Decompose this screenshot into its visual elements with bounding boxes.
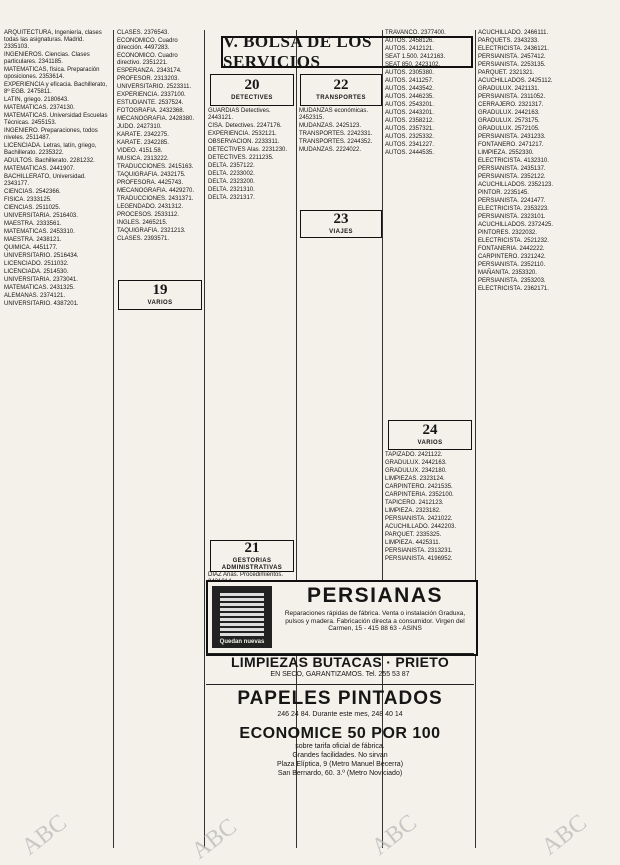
watermark-abc: ABC <box>16 809 72 861</box>
classified-ad: LEGENDADO. 2431312. <box>117 204 184 210</box>
ad-address-line: Grandes facilidades. No sirvan <box>292 752 388 759</box>
classified-ad: ACUCHILLADO. 2466111. <box>478 30 549 36</box>
classified-ad: GRADULUX. 2421131. <box>478 86 540 92</box>
classified-ad: PARQUET. 2321321. <box>478 70 535 76</box>
classifieds-column-4b <box>299 240 379 575</box>
classified-ad: TAPIZADO. 2421122. <box>385 452 443 458</box>
classified-ad: PERSIANISTA. 2311052. <box>478 94 546 100</box>
classified-ad: MATEMATICAS. 2453310. <box>4 229 75 235</box>
classified-ad: TRADUCCIONES. 2415163. <box>117 164 194 170</box>
classified-ad: ELECTRICISTA. 4132310. <box>478 158 549 164</box>
classified-ad: EXPERIENCIA. 2532121. <box>208 131 277 137</box>
classified-ad: PERSIANISTA. 2352110. <box>478 262 546 268</box>
papeles-ad-headline: PAPELES PINTADOS <box>237 688 443 709</box>
classified-ad: FONTANERO. 2471217. <box>478 142 544 148</box>
classified-ad: ECONOMICO. Cuadro directivo. 2351221. <box>117 53 178 66</box>
classified-ad: CISA. Detectives. 2247176. <box>208 123 282 129</box>
classified-ad: GRADULUX. 2342180. <box>385 468 447 474</box>
classified-ad: ELECTRICISTA. 2362171. <box>478 286 549 292</box>
classified-ad: UNIVERSITARIO. 2516434. <box>4 253 79 259</box>
classified-ad: PERSIANISTA. 2253135. <box>478 62 546 68</box>
section-title: TRANSPORTES <box>316 95 366 101</box>
classified-ad: MAÑANITA. 2353320. <box>478 270 537 276</box>
classified-ad: SEAT 850. 2423102. <box>385 62 441 68</box>
classified-ad: PERSIANISTA. 2323101. <box>478 214 546 220</box>
classified-ad: MECANOGRAFIA. 2428380. <box>117 116 195 122</box>
classifieds-column-5 <box>385 30 472 415</box>
classified-ad: PERSIANISTA. 4196952. <box>385 556 453 562</box>
section-title: VARIOS <box>417 440 443 446</box>
classifieds-column-4 <box>299 108 379 208</box>
classified-ad: DETECTIVES Alas. 2231230. <box>208 147 288 153</box>
classified-ad: MATEMATICAS. 2441907. <box>4 166 75 172</box>
classified-ad: ACUCHILLADOS. 2425112. <box>478 78 553 84</box>
section-number: 21 <box>244 539 260 556</box>
classified-ad: UNIVERSITARIO. 4387201. <box>4 301 79 307</box>
classified-ad: JUDO. 2427310. <box>117 124 162 130</box>
classified-ad: MAESTRA. 2438121. <box>4 237 62 243</box>
classified-ad: ELECTRICISTA. 2353223. <box>478 206 549 212</box>
classified-ad: PERSIANISTA. 2421022. <box>385 516 453 522</box>
ad-address-line: Plaza Elíptica, 9 (Metro Manuel Becerra) <box>276 761 404 768</box>
classified-ad: AUTOS. 2443542. <box>385 86 434 92</box>
classifieds-column-3b <box>208 572 294 580</box>
classified-ad: INGENIERO. Preparaciones, todos niveles. 2511487. <box>4 128 98 141</box>
classified-ad: TRANSPORTES. 2244352. <box>299 139 373 145</box>
classified-ad: FOTOGRAFIA. 2432368. <box>117 108 185 114</box>
section-24-varios <box>388 420 472 450</box>
limpiezas-ad-subtitle: EN SECO, GARANTIZAMOS. Tel. 255 53 87 <box>270 671 410 678</box>
classified-ad: AUTOS. 2305380. <box>385 70 434 76</box>
classified-ad: MUDANZAS. 2425123. <box>299 123 362 129</box>
classified-ad: DELTA. 2233002. <box>208 171 255 177</box>
classified-ad: PINTORES. 2322032. <box>478 230 537 236</box>
classified-ad: AUTOS. 2325332. <box>385 134 434 140</box>
classified-ad: DELTA. 2321317. <box>208 195 255 201</box>
classified-ad: LIMPIEZA. 4425311. <box>385 540 441 546</box>
blinds-illustration <box>212 586 272 648</box>
classified-ad: AUTOS. 2458126. <box>385 38 434 44</box>
classified-ad: MUDANZAS económicas. 2452315. <box>299 108 369 121</box>
classified-ad: CIENCIAS. 2511025. <box>4 205 61 211</box>
classified-ad: UNIVERSITARIA. 2516403. <box>4 213 78 219</box>
classified-ad: CLASES. 2393571. <box>117 236 170 242</box>
classified-ad: PERSIANISTA. 2435137. <box>478 166 546 172</box>
classified-ad: DETECTIVES. 2211235. <box>208 155 274 161</box>
classified-ad: LIMPIEZA. 2323182. <box>385 508 441 514</box>
classified-ad: TRANSPORTES. 2242331. <box>299 131 373 137</box>
section-number: 23 <box>333 211 349 227</box>
classified-ad: TRAVANCO. 2377400. <box>385 30 446 36</box>
classified-ad: ACUCHILLADOS. 2352123. <box>478 182 554 188</box>
section-number: 22 <box>333 77 349 93</box>
classified-ad: QUIMICA. 4451177. <box>4 245 58 251</box>
classified-ad: GRADULUX. 2442163. <box>478 110 540 116</box>
classified-ad: OBSERVACION. 2233311. <box>208 139 280 145</box>
papeles-ad-subtitle: 246 24 84. Durante este mes, 248 40 14 <box>277 711 403 718</box>
classified-ad: GUARDIAS Detectives. 2443121. <box>208 108 271 121</box>
section-title: GESTORIAS ADMINISTRATIVAS <box>221 557 283 571</box>
classified-ad: PERSIANISTA. 2457412. <box>478 54 546 60</box>
section-23-viajes <box>300 210 382 238</box>
page-header: V. BOLSA DE LOS SERVICIOS <box>221 36 473 68</box>
classified-ad: DELTA. 2321310. <box>208 187 255 193</box>
limpiezas-ad-headline: LIMPIEZAS BUTACAS · PRIETO <box>230 654 450 670</box>
economice-ad-headline: ECONOMICE 50 POR 100 <box>239 725 441 742</box>
persianas-body: Reparaciones rápidas de fábrica. Venta o instalación Graduxa, pulsos y madera. Fabricación directa a consumidor. Virgen del Carmen, 15 - 415 88 63 - ASINS <box>284 610 466 632</box>
watermark-abc: ABC <box>366 809 422 861</box>
section-21-gestorias <box>210 540 294 572</box>
classified-ad: PROFESORA. 4425743. <box>117 180 184 186</box>
classified-ad: BACHILLERATO, Universidad. 2343177. <box>4 174 86 187</box>
watermark-abc: ABC <box>186 813 242 865</box>
watermark-abc: ABC <box>536 809 592 861</box>
classified-ad: LATIN, griego. 2180643. <box>4 97 69 103</box>
section-number: 19 <box>152 282 168 298</box>
ad-divider <box>206 684 474 685</box>
classifieds-column-2 <box>117 30 201 848</box>
classifieds-column-3 <box>208 108 294 538</box>
classified-ad: PERSIANISTA. 2431233. <box>478 134 546 140</box>
classified-ad: ELECTRICISTA. 2521232. <box>478 238 549 244</box>
classified-ad: AUTOS. 2341227. <box>385 142 434 148</box>
classified-ad: AUTOS. 2444535. <box>385 150 434 156</box>
classified-ad: TAQUIGRAFIA. 2432175. <box>117 172 186 178</box>
classified-ad: EXPERIENCIA. 2337100. <box>117 92 186 98</box>
classified-ad: AUTOS. 2357321. <box>385 126 434 132</box>
classified-ad: TRADUCCIONES. 2431371. <box>117 196 194 202</box>
illustration-caption: Quedan nuevas <box>219 639 265 645</box>
classifieds-column-6 <box>478 30 616 848</box>
column-rule <box>113 30 114 848</box>
classified-ad: PERSIANISTA. 2313231. <box>385 548 453 554</box>
classified-ad: CARPINTERIA. 2352100. <box>385 492 454 498</box>
classified-ad: LIMPIEZA. 2552330. <box>478 150 534 156</box>
classified-ad: VIDEO. 4151.58. <box>117 148 163 154</box>
section-19-varios <box>118 280 202 310</box>
section-22-transportes <box>300 74 382 106</box>
section-title: DETECTIVES <box>231 95 273 101</box>
section-title: VARIOS <box>147 300 173 306</box>
classified-ad: FONTANERIA. 2442222. <box>478 246 545 252</box>
classified-ad: MATEMATICAS. Universidad Escuelas Técnicas. 2455153. <box>4 113 108 126</box>
classified-ad: DELTA. 2323200. <box>208 179 255 185</box>
classified-ad: PROCESOS. 2533112. <box>117 212 179 218</box>
classifieds-column-1 <box>4 30 110 848</box>
section-20-detectives <box>210 74 294 106</box>
classified-ad: GRADULUX. 2442163. <box>385 460 447 466</box>
classified-ad: LIMPIEZAS. 2323124. <box>385 476 445 482</box>
classified-ad: ESPERANZA. 2343174. <box>117 68 182 74</box>
classified-ad: MATEMATICAS. 2374130. <box>4 105 75 111</box>
classified-ad: ELECTRICISTA. 2436121. <box>478 46 549 52</box>
economice-ad-subtitle: sobre tarifa oficial de fábrica. <box>295 743 385 750</box>
classified-ad: AUTOS. 2443201. <box>385 110 434 116</box>
classified-ad: MUDANZAS. 2224022. <box>299 147 362 153</box>
classified-ad: ALEMANAS. 2374121. <box>4 293 66 299</box>
classified-ad: SEAT 1.500. 2412163. <box>385 54 446 60</box>
classified-ad: GRADULUX. 2573175. <box>478 118 540 124</box>
classified-ad: MATEMATICAS. 2431325. <box>4 285 75 291</box>
classified-ad: ESTUDIANTE. 2537524. <box>117 100 184 106</box>
classified-ad: EXPERIENCIA y eficacia. Bachillerato, 8º EGB. 2475811. <box>4 82 108 95</box>
classified-ad: PROFESOR. 2313203. <box>117 76 180 82</box>
classified-ad: ARQUITECTURA, Ingeniería, clases todas las asignaturas. Madrid. 2335103. <box>4 30 102 50</box>
classified-ad: PERSIANISTA. 2241477. <box>478 198 546 204</box>
classified-ad: CLASES. 2376543. <box>117 30 170 36</box>
classified-ad: INGLES. 2465215. <box>117 220 168 226</box>
classified-ad: ACUCHILLADOS. 2372425. <box>478 222 554 228</box>
classified-ad: LICENCIADO. 2511032. <box>4 261 69 267</box>
classified-ad: CERRAJERO. 2321317. <box>478 102 544 108</box>
column-rule <box>475 30 476 848</box>
classified-ad: MATEMATICAS, física. Preparación oposiciones. 2353614. <box>4 67 100 80</box>
classified-ad: AUTOS. 2412121. <box>385 46 434 52</box>
persianas-ad <box>206 580 478 656</box>
classified-ad: GRADULUX. 2572105. <box>478 126 540 132</box>
persianas-headline: PERSIANAS <box>306 584 444 607</box>
classified-ad: MUSICA. 2313222. <box>117 156 169 162</box>
classified-ad: CARPINTERO. 2321242. <box>478 254 546 260</box>
classified-ad: PARQUET. 2335325. <box>385 532 442 538</box>
classified-ad: LICENCIADA. 2514530. <box>4 269 69 275</box>
classified-ad: UNIVERSITARIO. 2523311. <box>117 84 192 90</box>
classified-ad: TAPICERO. 2412123. <box>385 500 444 506</box>
classified-ad: AUTOS. 2543201. <box>385 102 434 108</box>
section-number: 20 <box>244 77 260 93</box>
classified-ad: CARPINTERO. 2421535. <box>385 484 453 490</box>
classifieds-column-5b <box>385 452 472 577</box>
ad-address-line: San Bernardo, 60. 3.º (Metro Noviciado) <box>277 770 403 777</box>
classified-ad: CIENCIAS. 2542366. <box>4 189 61 195</box>
blinds-slats <box>220 592 264 636</box>
classified-ad: KARATE. 2342285. <box>117 140 169 146</box>
classified-ad: MAESTRA. 2333561. <box>4 221 62 227</box>
classified-ad: INGENIEROS. Ciencias. Clases particulares. 2341185. <box>4 52 90 65</box>
section-title: VIAJES <box>329 229 353 235</box>
classified-ad: LICENCIADA. Letras, latín, griego, Bachillerato. 2235322. <box>4 143 97 156</box>
classified-ad: DIAZ Arias. Procedimientos. <box>208 572 284 578</box>
classified-ad: ADULTOS. Bachillerato. 2281232. <box>4 158 95 164</box>
section-number: 24 <box>422 422 438 438</box>
classified-ad: FISICA. 2333125. <box>4 197 52 203</box>
classified-ad: ACUCHILLADO. 2442203. <box>385 524 457 530</box>
classified-ad: ECONOMICO. Cuadro dirección. 4497283. <box>117 38 178 51</box>
classified-ad: PERSIANISTA. 2352122. <box>478 174 546 180</box>
classified-ad: AUTOS. 2358212. <box>385 118 434 124</box>
classified-ad: MECANOGRAFIA. 4429270. <box>117 188 195 194</box>
classified-ad: UNIVERSITARIA. 2373041. <box>4 277 78 283</box>
classified-ad: AUTOS. 2411257. <box>385 78 434 84</box>
classified-ad: DELTA. 2357122. <box>208 163 255 169</box>
classified-ad: TAQUIGRAFIA. 2321213. <box>117 228 186 234</box>
classified-ad: AUTOS. 2446235. <box>385 94 434 100</box>
classified-ad: PINTOR. 2235145. <box>478 190 529 196</box>
classified-ad: PERSIANISTA. 2353203. <box>478 278 546 284</box>
classified-ad: KARATE. 2342275. <box>117 132 169 138</box>
classified-ad: PARQUETS. 2343233. <box>478 38 539 44</box>
column-rule <box>204 30 205 848</box>
